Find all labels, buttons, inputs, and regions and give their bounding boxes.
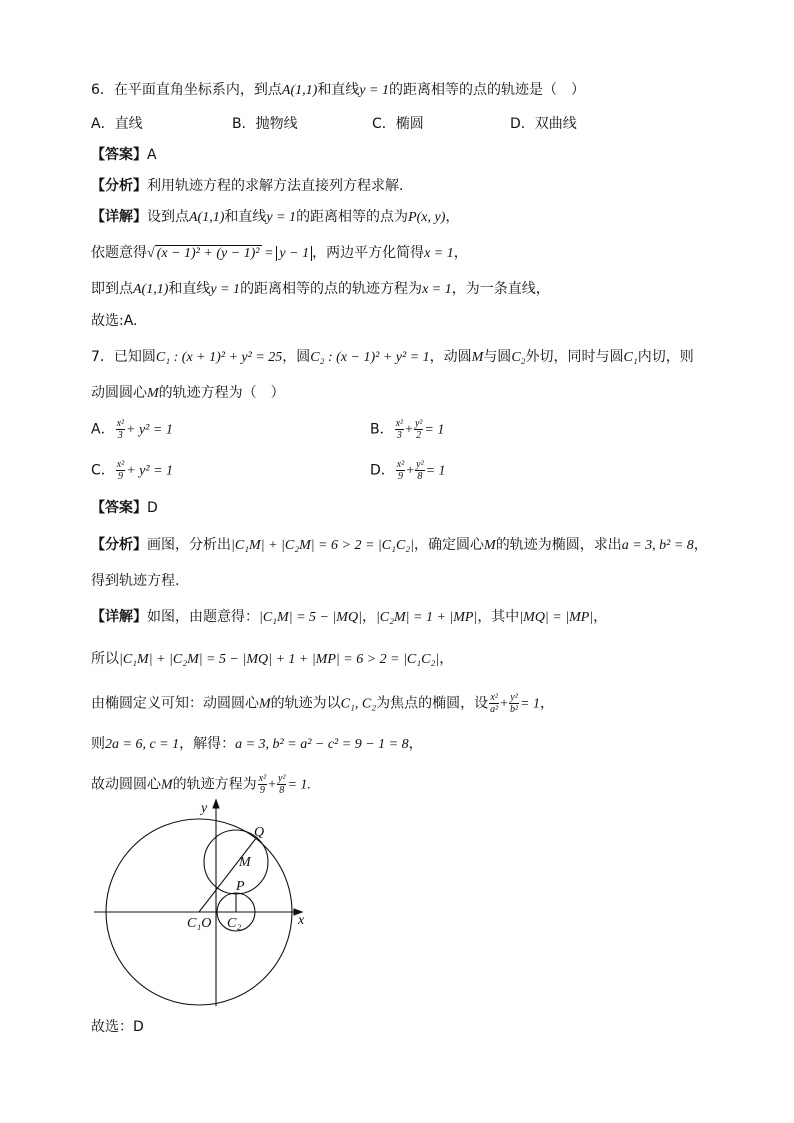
q7-option-a: A． $\frac{\text{x²}}{3}$ + y² = 1 (91, 418, 173, 441)
q7-answer: 【答案】D (91, 500, 158, 516)
q7-conclusion: 故选：D (91, 1019, 144, 1035)
q6-option-b: B．抛物线 (232, 116, 298, 132)
q6-stem: 6．在平面直角坐标系内，到点A(1,1)和直线y = 1的距离相等的点的轨迹是（ ） (91, 82, 585, 98)
label-m: M (239, 855, 251, 870)
label-c1o: C₁O (187, 916, 212, 931)
q6-detail-3: 即到点A(1,1)和直线y = 1的距离相等的点的轨迹方程为x = 1，为一条直线， (91, 281, 550, 297)
q6-option-d: D．双曲线 (510, 116, 577, 132)
q7-detail-2: 所以|C₁M| + |C₂M| = 5 − |MQ| + 1 + |MP| = 6 > 2 = |C₁C₂|， (91, 651, 454, 667)
label-q: Q (254, 825, 265, 840)
q7-stem-1: 7．已知圆C₁ : (x + 1)² + y² = 25，圆C₂ : (x − 1)² + y² = 1，动圆M与圆C₂外切，同时与圆C₁内切，则 (91, 349, 694, 365)
q6-option-a: A．直线 (91, 116, 143, 132)
label-x: x (298, 913, 305, 928)
q7-option-c: C． $\frac{\text{x²}}{9}$ + y² = 1 (91, 459, 174, 482)
q6-detail-1: 【详解】设到点A(1,1)和直线y = 1的距离相等的点为P(x, y)， (91, 209, 460, 225)
circles-figure (90, 798, 320, 1010)
label-y: y (201, 801, 208, 816)
q6-answer: 【答案】A (91, 147, 157, 163)
q7-detail-4: 则2a = 6, c = 1，解得：a = 3, b² = a² − c² = 9 − 1 = 8， (91, 736, 423, 752)
q7-detail-5: 故动圆圆心M的轨迹方程为 $\frac{\text{x²}}{9}$ + $\frac{\text{y²}}{8}$ = 1. (91, 773, 311, 796)
q7-detail-1: 【详解】如图，由题意得：|C₁M| = 5 − |MQ|，|C₂M| = 1 + |MP|，其中|MQ| = |MP|， (91, 609, 608, 625)
q7-option-b: B． $\frac{\text{x²}}{3}$ + $\frac{\text{y²}}{2}$ = 1 (370, 418, 445, 441)
q6-conclusion: 故选:A. (91, 313, 138, 329)
y-axis-arrow (213, 800, 219, 808)
q7-option-d: D． $\frac{\text{x²}}{9}$ + $\frac{\text{y²}}{8}$ = 1 (370, 459, 446, 482)
q6-detail-2: 依题意得√ (x − 1)² + (y − 1)² = y − 1 ，两边平方化简得x = 1， (91, 245, 468, 261)
q7-analysis-2: 得到轨迹方程. (91, 573, 180, 589)
q7-analysis-1: 【分析】画图，分析出|C₁M| + |C₂M| = 6 > 2 = |C₁C₂|，确定圆心M的轨迹为椭圆，求出a = 3, b² = 8， (91, 537, 708, 553)
q6-option-c: C．椭圆 (372, 116, 424, 132)
q7-stem-2: 动圆圆心M的轨迹方程为（ ） (91, 385, 285, 401)
q6-analysis: 【分析】利用轨迹方程的求解方法直接列方程求解. (91, 178, 404, 194)
label-c2: C₂ (227, 916, 242, 931)
label-p: P (236, 879, 245, 894)
q7-detail-3: 由椭圆定义可知：动圆圆心M的轨迹为以C₁, C₂为焦点的椭圆，设 $\frac{\text{x²}}{\text{a²}}$ + $\frac{\text{y²}}{\text{b²}}$ = 1， (91, 692, 554, 715)
